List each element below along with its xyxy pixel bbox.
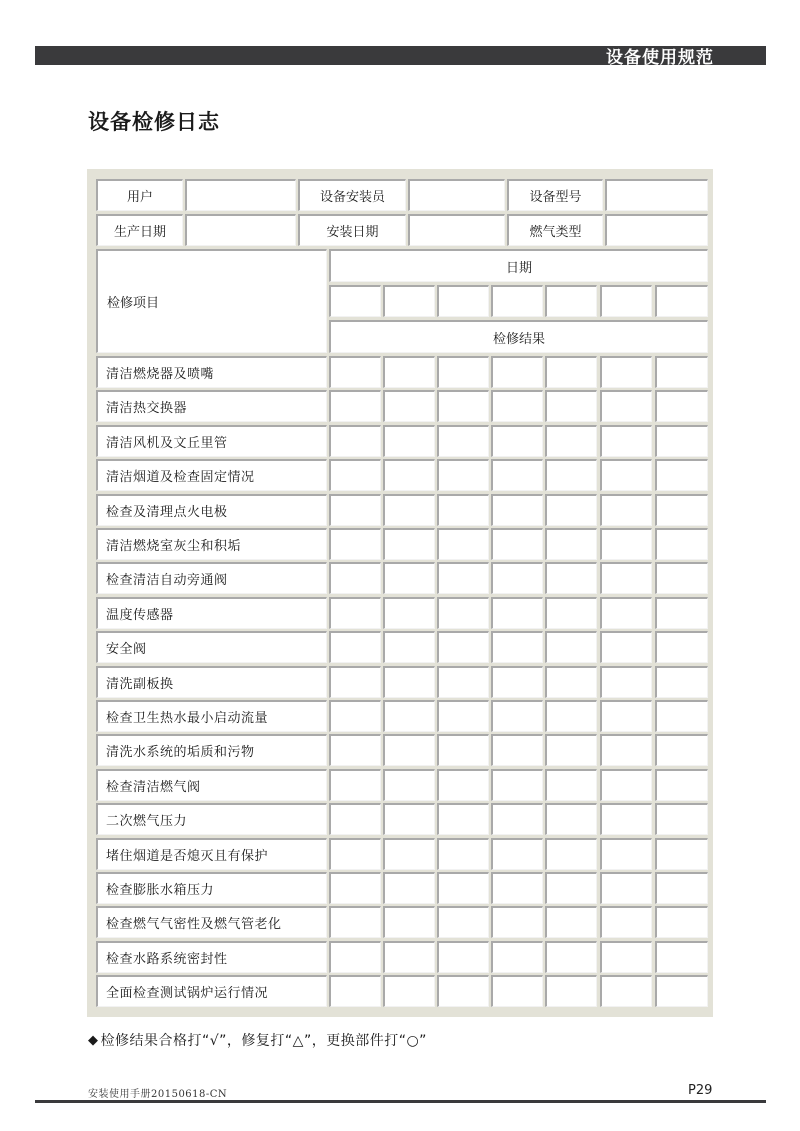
- result-cell[interactable]: [655, 425, 708, 457]
- result-cell[interactable]: [600, 425, 652, 457]
- result-cell[interactable]: [437, 838, 489, 870]
- item-label: 清洁燃烧器及喷嘴: [96, 356, 327, 388]
- date-cell[interactable]: [383, 285, 435, 317]
- result-cell[interactable]: [437, 356, 489, 388]
- maintenance-log-form: [87, 169, 713, 1017]
- item-label: 清洁燃烧室灰尘和积垢: [96, 528, 327, 560]
- result-cell[interactable]: [545, 700, 597, 732]
- user-field[interactable]: [185, 179, 296, 211]
- result-cell[interactable]: [329, 425, 381, 457]
- result-cell[interactable]: [545, 459, 597, 491]
- result-cell[interactable]: [491, 872, 543, 904]
- result-cell[interactable]: [329, 941, 381, 973]
- result-cell[interactable]: [600, 975, 652, 1007]
- result-cell[interactable]: [491, 700, 543, 732]
- result-cell[interactable]: [600, 562, 652, 594]
- result-cell[interactable]: [383, 494, 435, 526]
- result-cell[interactable]: [329, 769, 381, 801]
- result-cell[interactable]: [383, 666, 435, 698]
- result-cell[interactable]: [491, 803, 543, 835]
- install-date-field[interactable]: [408, 214, 505, 246]
- result-cell[interactable]: [491, 666, 543, 698]
- date-cell[interactable]: [600, 285, 652, 317]
- result-cell[interactable]: [437, 872, 489, 904]
- date-cell[interactable]: [545, 285, 597, 317]
- result-cell[interactable]: [600, 941, 652, 973]
- result-cell[interactable]: [383, 390, 435, 422]
- result-cell[interactable]: [600, 597, 652, 629]
- result-cell[interactable]: [600, 528, 652, 560]
- result-cell[interactable]: [655, 906, 708, 938]
- result-cell[interactable]: [437, 941, 489, 973]
- date-cell[interactable]: [655, 285, 708, 317]
- production-date-label: 生产日期: [96, 214, 183, 246]
- result-cell[interactable]: [545, 631, 597, 663]
- result-cell[interactable]: [655, 872, 708, 904]
- result-cell[interactable]: [655, 838, 708, 870]
- date-cell[interactable]: [437, 285, 489, 317]
- item-label: 清洁热交换器: [96, 390, 327, 422]
- user-label: 用户: [96, 179, 183, 211]
- header-bar: [35, 46, 766, 68]
- result-cell[interactable]: [545, 390, 597, 422]
- result-cell[interactable]: [491, 838, 543, 870]
- result-cell[interactable]: [600, 872, 652, 904]
- result-cell[interactable]: [437, 459, 489, 491]
- result-cell[interactable]: [383, 631, 435, 663]
- result-cell[interactable]: [545, 941, 597, 973]
- production-date-field[interactable]: [185, 214, 296, 246]
- item-label: 检查水路系统密封性: [96, 941, 327, 973]
- result-cell[interactable]: [383, 425, 435, 457]
- result-cell[interactable]: [545, 975, 597, 1007]
- result-cell[interactable]: [491, 459, 543, 491]
- item-label: 二次燃气压力: [96, 803, 327, 835]
- result-cell[interactable]: [545, 838, 597, 870]
- date-header: 日期: [329, 249, 708, 282]
- result-cell[interactable]: [491, 941, 543, 973]
- result-cell[interactable]: [491, 528, 543, 560]
- result-cell[interactable]: [655, 631, 708, 663]
- installer-label: 设备安装员: [298, 179, 406, 211]
- legend-text: 检修结果合格打“√”，修复打“△”，更换部件打“○”: [100, 1033, 427, 1049]
- result-cell[interactable]: [329, 872, 381, 904]
- result-cell[interactable]: [491, 769, 543, 801]
- result-cell[interactable]: [437, 666, 489, 698]
- item-label: 清洁风机及文丘里管: [96, 425, 327, 457]
- result-cell[interactable]: [329, 906, 381, 938]
- result-cell[interactable]: [383, 459, 435, 491]
- result-cell[interactable]: [329, 390, 381, 422]
- result-cell[interactable]: [655, 769, 708, 801]
- model-field[interactable]: [605, 179, 708, 211]
- result-cell[interactable]: [545, 734, 597, 766]
- result-cell[interactable]: [329, 597, 381, 629]
- result-cell[interactable]: [329, 734, 381, 766]
- result-header: 检修结果: [329, 320, 708, 353]
- result-cell[interactable]: [600, 803, 652, 835]
- result-cell[interactable]: [545, 803, 597, 835]
- item-label: 检查卫生热水最小启动流量: [96, 700, 327, 732]
- result-cell[interactable]: [655, 562, 708, 594]
- result-cell[interactable]: [383, 356, 435, 388]
- legend-note: [88, 1030, 427, 1050]
- result-cell[interactable]: [655, 528, 708, 560]
- gas-type-label: 燃气类型: [507, 214, 603, 246]
- item-label: 清洗水系统的垢质和污物: [96, 734, 327, 766]
- result-cell[interactable]: [329, 459, 381, 491]
- result-cell[interactable]: [437, 562, 489, 594]
- result-cell[interactable]: [545, 597, 597, 629]
- result-cell[interactable]: [383, 700, 435, 732]
- result-cell[interactable]: [545, 666, 597, 698]
- result-cell[interactable]: [655, 941, 708, 973]
- result-cell[interactable]: [655, 494, 708, 526]
- result-cell[interactable]: [545, 356, 597, 388]
- footer-rule: [35, 1100, 766, 1103]
- item-label: 全面检查测试锅炉运行情况: [96, 975, 327, 1007]
- result-cell[interactable]: [545, 528, 597, 560]
- item-header: 检修项目: [96, 249, 327, 353]
- result-cell[interactable]: [600, 838, 652, 870]
- result-cell[interactable]: [329, 494, 381, 526]
- result-cell[interactable]: [600, 631, 652, 663]
- item-label: 安全阀: [96, 631, 327, 663]
- item-label: 温度传感器: [96, 597, 327, 629]
- item-label: 检查清洁自动旁通阀: [96, 562, 327, 594]
- result-cell[interactable]: [437, 494, 489, 526]
- result-cell[interactable]: [600, 769, 652, 801]
- result-cell[interactable]: [329, 356, 381, 388]
- result-cell[interactable]: [491, 734, 543, 766]
- result-cell[interactable]: [437, 803, 489, 835]
- result-cell[interactable]: [329, 631, 381, 663]
- result-cell[interactable]: [491, 975, 543, 1007]
- result-cell[interactable]: [383, 838, 435, 870]
- result-cell[interactable]: [329, 528, 381, 560]
- page-title: 设备检修日志: [88, 110, 220, 134]
- gas-type-field[interactable]: [605, 214, 708, 246]
- page-number: P29: [688, 1083, 713, 1098]
- model-label: 设备型号: [507, 179, 603, 211]
- result-cell[interactable]: [329, 562, 381, 594]
- result-cell[interactable]: [655, 666, 708, 698]
- result-cell[interactable]: [383, 941, 435, 973]
- item-label: 清洁烟道及检查固定情况: [96, 459, 327, 491]
- section-title: 设备使用规范: [606, 48, 714, 68]
- item-label: 检查清洁燃气阀: [96, 769, 327, 801]
- install-date-label: 安装日期: [298, 214, 406, 246]
- result-cell[interactable]: [600, 666, 652, 698]
- result-cell[interactable]: [545, 906, 597, 938]
- result-cell[interactable]: [491, 562, 543, 594]
- installer-field[interactable]: [408, 179, 505, 211]
- manual-code: 安装使用手册20150618-CN: [88, 1089, 228, 1100]
- result-cell[interactable]: [655, 734, 708, 766]
- result-cell[interactable]: [383, 769, 435, 801]
- result-cell[interactable]: [600, 906, 652, 938]
- date-cell[interactable]: [329, 285, 381, 317]
- result-cell[interactable]: [545, 425, 597, 457]
- result-cell[interactable]: [600, 459, 652, 491]
- result-cell[interactable]: [655, 803, 708, 835]
- result-cell[interactable]: [545, 494, 597, 526]
- result-cell[interactable]: [491, 906, 543, 938]
- result-cell[interactable]: [491, 356, 543, 388]
- result-cell[interactable]: [491, 494, 543, 526]
- result-cell[interactable]: [383, 562, 435, 594]
- item-label: 堵住烟道是否熄灭且有保护: [96, 838, 327, 870]
- result-cell[interactable]: [437, 631, 489, 663]
- result-cell[interactable]: [329, 803, 381, 835]
- result-cell[interactable]: [545, 769, 597, 801]
- result-cell[interactable]: [329, 700, 381, 732]
- result-cell[interactable]: [545, 872, 597, 904]
- result-cell[interactable]: [383, 597, 435, 629]
- date-cell[interactable]: [491, 285, 543, 317]
- result-cell[interactable]: [383, 528, 435, 560]
- result-cell[interactable]: [383, 975, 435, 1007]
- item-label: 检查膨胀水箱压力: [96, 872, 327, 904]
- item-label: 检查燃气气密性及燃气管老化: [96, 906, 327, 938]
- result-cell[interactable]: [437, 769, 489, 801]
- result-cell[interactable]: [655, 356, 708, 388]
- result-cell[interactable]: [600, 700, 652, 732]
- result-cell[interactable]: [600, 734, 652, 766]
- result-cell[interactable]: [329, 666, 381, 698]
- result-cell[interactable]: [491, 425, 543, 457]
- item-label: 检查及清理点火电极: [96, 494, 327, 526]
- result-cell[interactable]: [600, 390, 652, 422]
- result-cell[interactable]: [655, 975, 708, 1007]
- result-cell[interactable]: [655, 597, 708, 629]
- result-cell[interactable]: [383, 734, 435, 766]
- result-cell[interactable]: [437, 597, 489, 629]
- result-cell[interactable]: [655, 700, 708, 732]
- result-cell[interactable]: [383, 872, 435, 904]
- result-cell[interactable]: [491, 390, 543, 422]
- result-cell[interactable]: [655, 459, 708, 491]
- result-cell[interactable]: [491, 597, 543, 629]
- result-cell[interactable]: [491, 631, 543, 663]
- result-cell[interactable]: [655, 390, 708, 422]
- item-label: 清洗副板换: [96, 666, 327, 698]
- result-cell[interactable]: [437, 906, 489, 938]
- diamond-bullet-icon: ◆: [88, 1032, 99, 1048]
- result-cell[interactable]: [383, 906, 435, 938]
- result-cell[interactable]: [329, 838, 381, 870]
- result-cell[interactable]: [329, 975, 381, 1007]
- result-cell[interactable]: [437, 425, 489, 457]
- result-cell[interactable]: [437, 390, 489, 422]
- result-cell[interactable]: [600, 356, 652, 388]
- result-cell[interactable]: [545, 562, 597, 594]
- result-cell[interactable]: [437, 528, 489, 560]
- result-cell[interactable]: [383, 803, 435, 835]
- result-cell[interactable]: [437, 700, 489, 732]
- result-cell[interactable]: [437, 734, 489, 766]
- result-cell[interactable]: [437, 975, 489, 1007]
- result-cell[interactable]: [600, 494, 652, 526]
